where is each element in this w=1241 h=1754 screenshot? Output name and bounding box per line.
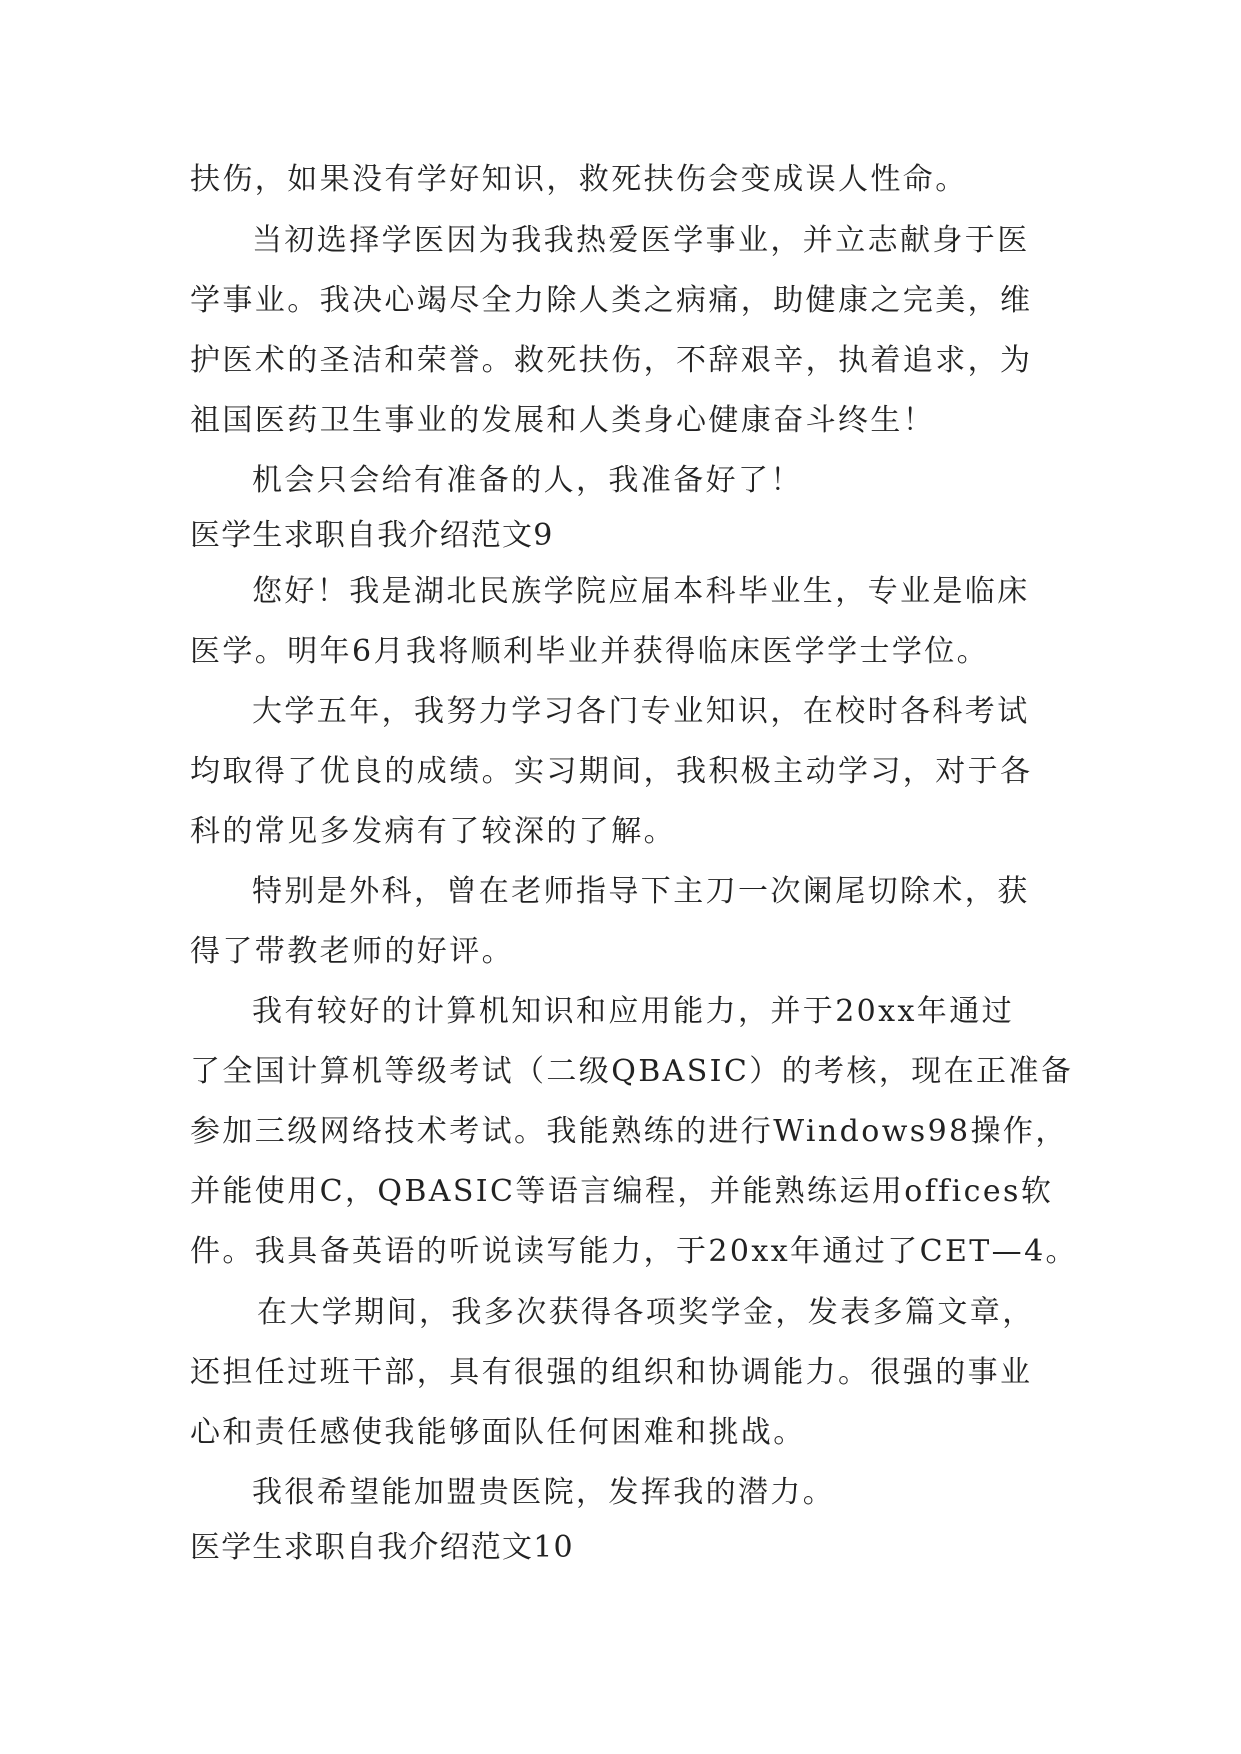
section-heading: 医学生求职自我介绍范文9 bbox=[190, 518, 554, 553]
paragraph-line: 心和责任感使我能够面队任何困难和挑战。 bbox=[190, 1415, 806, 1450]
paragraph-line: 祖国医药卫生事业的发展和人类身心健康奋斗终生！ bbox=[190, 403, 936, 438]
paragraph-line: 科的常见多发病有了较深的了解。 bbox=[190, 814, 676, 849]
paragraph-line: 您好！我是湖北民族学院应届本科毕业生，专业是临床 bbox=[252, 574, 1030, 609]
paragraph-line: 大学五年，我努力学习各门专业知识，在校时各科考试 bbox=[252, 694, 1030, 729]
paragraph-line: 件。我具备英语的听说读写能力，于20xx年通过了CET—4。 bbox=[190, 1234, 1078, 1269]
paragraph-line: 医学。明年6月我将顺利毕业并获得临床医学学士学位。 bbox=[190, 634, 990, 669]
section-heading: 医学生求职自我介绍范文10 bbox=[190, 1530, 574, 1565]
paragraph-line: 扶伤，如果没有学好知识，救死扶伤会变成误人性命。 bbox=[190, 162, 968, 197]
paragraph-line: 护医术的圣洁和荣誉。救死扶伤，不辞艰辛，执着追求，为 bbox=[190, 343, 1033, 378]
paragraph-line: 在大学期间，我多次获得各项奖学金，发表多篇文章， bbox=[257, 1295, 1035, 1330]
paragraph-line: 得了带教老师的好评。 bbox=[190, 934, 514, 969]
paragraph-line: 参加三级网络技术考试。我能熟练的进行Windows98操作， bbox=[190, 1114, 1068, 1149]
paragraph-line: 还担任过班干部，具有很强的组织和协调能力。很强的事业 bbox=[190, 1355, 1033, 1390]
paragraph-line: 学事业。我决心竭尽全力除人类之病痛，助健康之完美，维 bbox=[190, 283, 1033, 318]
paragraph-line: 均取得了优良的成绩。实习期间，我积极主动学习，对于各 bbox=[190, 754, 1033, 789]
paragraph-line: 了全国计算机等级考试（二级QBASIC）的考核，现在正准备 bbox=[190, 1054, 1074, 1089]
paragraph-line: 我很希望能加盟贵医院，发挥我的潜力。 bbox=[252, 1475, 836, 1510]
paragraph-line: 并能使用C，QBASIC等语言编程，并能熟练运用offices软 bbox=[190, 1174, 1054, 1209]
paragraph-line: 我有较好的计算机知识和应用能力，并于20xx年通过 bbox=[252, 994, 1015, 1029]
paragraph-line: 特别是外科，曾在老师指导下主刀一次阑尾切除术，获 bbox=[252, 874, 1030, 909]
paragraph-line: 机会只会给有准备的人，我准备好了！ bbox=[252, 463, 803, 498]
paragraph-line: 当初选择学医因为我我热爱医学事业，并立志献身于医 bbox=[252, 223, 1030, 258]
